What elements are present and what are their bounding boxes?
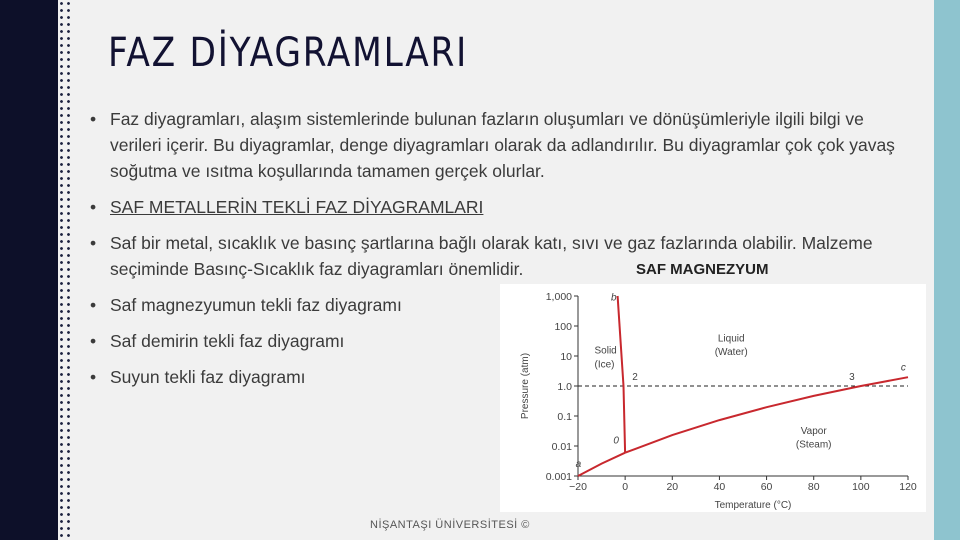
x-tick-label: 120 xyxy=(899,481,917,493)
region-label-vapor-sub: (Steam) xyxy=(795,439,832,451)
x-tick-label: 60 xyxy=(760,481,773,493)
x-axis-label: Temperature (°C) xyxy=(714,500,792,511)
point-label-2: 2 xyxy=(632,371,638,383)
phase-curve-fusion xyxy=(618,296,626,453)
point-label-3: 3 xyxy=(849,371,855,383)
y-tick-label: 1,000 xyxy=(545,291,572,303)
point-label-a: a xyxy=(575,458,582,470)
phase-diagram-image xyxy=(500,284,926,512)
phase-diagram-chart xyxy=(500,284,926,512)
left-accent-bar xyxy=(0,0,58,540)
right-accent-bar xyxy=(934,0,960,540)
bullet-item-iron: • Saf demirin tekli faz diyagramı xyxy=(90,328,920,354)
x-tick-label: 0 xyxy=(622,481,629,493)
x-tick-label: 40 xyxy=(713,481,726,493)
y-axis-label: Pressure (atm) xyxy=(520,352,531,420)
bullet-item-intro: • Faz diyagramları, alaşım sistemlerinde bulunan fazların oluşumları ve dönüşümleriyle ilgili bilgi ve verileri içerir. Bu diyagramlar, denge diyagramları olarak da adlandırılır. Bu diyagramlar çok çok yavaş soğutma ve ısıtma koşullarında tamamen gerçek olurlar. xyxy=(90,106,920,184)
point-label-b: b xyxy=(611,292,617,304)
x-tick-label: 80 xyxy=(807,481,820,493)
y-tick-label: 0.1 xyxy=(557,411,572,423)
bullet-item-heading xyxy=(90,194,920,220)
chart-caption: SAF MAGNEZYUM xyxy=(636,261,769,278)
region-label-vapor: Vapor xyxy=(800,426,827,438)
y-tick-label: 10 xyxy=(560,351,572,363)
y-tick-label: 100 xyxy=(554,321,572,333)
point-label-0: 0 xyxy=(613,435,619,447)
phase-curve-sublimation xyxy=(575,453,625,476)
bullet-item-magnesium: • Saf magnezyumun tekli faz diyagramı xyxy=(90,292,920,318)
phase-curve-vaporization xyxy=(625,377,908,453)
y-tick-label: 0.001 xyxy=(545,471,572,483)
bullet-item-pure-metal: • Saf bir metal, sıcaklık ve basınç şartlarına bağlı olarak katı, sıvı ve gaz fazlarında olabilir. Malzeme seçiminde Basınç-Sıcaklık faz diyagramları önemlidir. xyxy=(90,230,920,282)
region-label-liquid-sub: (Water) xyxy=(714,346,748,358)
section-link[interactable]: SAF METALLERİN TEKLİ FAZ DİYAGRAMLARI xyxy=(110,197,484,217)
region-label-solid-sub: (Ice) xyxy=(594,359,615,371)
x-tick-label: 20 xyxy=(666,481,679,493)
slide-title: FAZ DİYAGRAMLARI xyxy=(108,30,469,76)
y-tick-label: 0.01 xyxy=(551,441,572,453)
y-tick-label: 1.0 xyxy=(557,381,572,393)
x-tick-label: 100 xyxy=(852,481,870,493)
point-label-c: c xyxy=(900,362,906,374)
bullet-item-water: • Suyun tekli faz diyagramı xyxy=(90,364,920,390)
region-label-liquid: Liquid xyxy=(717,333,745,345)
footer-text: NİŞANTAŞI ÜNİVERSİTESİ © xyxy=(370,519,530,531)
dotted-border xyxy=(58,0,72,540)
x-tick-label: −20 xyxy=(569,481,587,493)
region-label-solid: Solid xyxy=(594,345,617,357)
